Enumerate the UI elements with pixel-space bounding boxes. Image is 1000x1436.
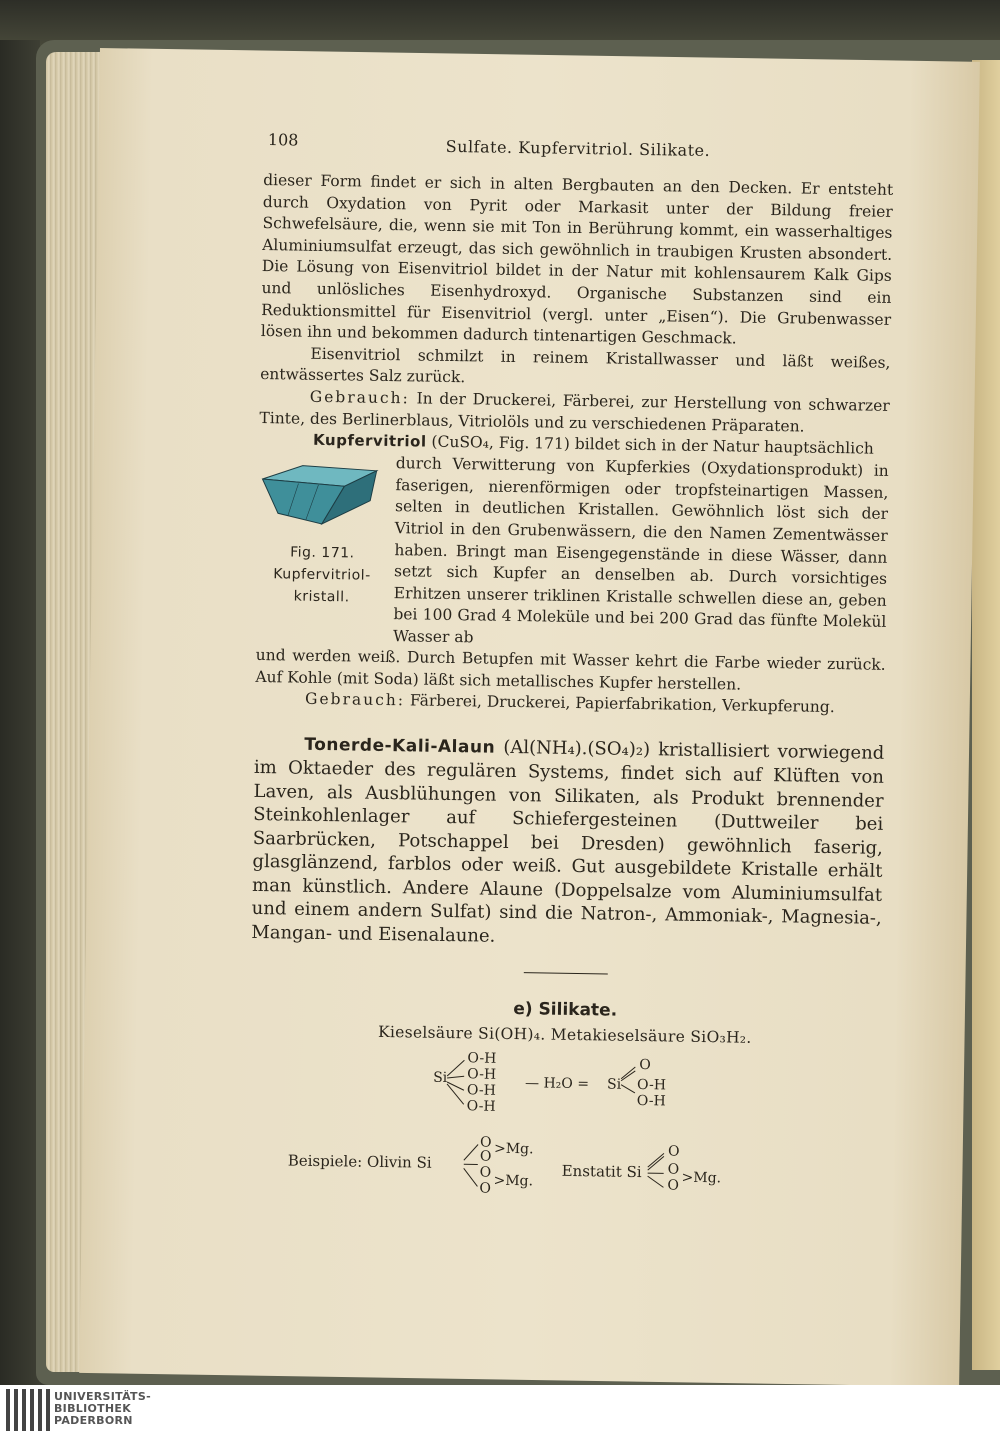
enstatit-oxygen-3: O (667, 1177, 680, 1195)
figure-caption-line-2: Kupfervitriol- (273, 566, 371, 584)
olivin-oxygen-3: O (479, 1164, 492, 1182)
silikate-formulas: Kieselsäure Si(OH)₄. Metakieselsäure SiO₃H₂. (377, 1023, 752, 1048)
hydroxyl-5: O-H (636, 1077, 667, 1094)
paragraph-kupfer-continued: und werden weiß. Durch Betupfen mit Wasser kehrt die Farbe wieder zurück. Auf Kohle (mit Soda) läßt sich metallisches Kupfer herstellen. (255, 646, 886, 694)
crystal-illustration (258, 455, 389, 537)
olivin-mg-1: >Mg. (493, 1141, 534, 1158)
logo-line-2: BIBLIOTHEK (54, 1402, 132, 1415)
oxygen-double: O (639, 1057, 651, 1074)
logo-bars-icon (6, 1389, 52, 1431)
olivin-oxygen-4: O (479, 1180, 492, 1198)
enstatit-label: Enstatit Si (561, 1162, 642, 1182)
kupfervitriol-heading-text: (CuSO₄, Fig. 171) bildet sich in der Natur hauptsächlich (426, 432, 874, 458)
figure-caption-number: Fig. 171. (290, 544, 355, 562)
hydroxyl-3: O-H (466, 1082, 496, 1100)
kupfervitriol-section (256, 429, 889, 655)
olivin-oxygen-2: O (479, 1148, 492, 1166)
alaun-section (251, 732, 884, 954)
si-atom: Si (433, 1070, 448, 1087)
olivin-oxygen-1: O (479, 1134, 492, 1152)
logo-text (54, 1391, 151, 1427)
gebrauch-text: In der Druckerei, Färberei, zur Herstellung von schwarzer Tinte, des Berlinerblaus, Vitriolöls und zu verschiedenen Präparaten. (259, 389, 890, 436)
enstatit-oxygen-2: O (667, 1161, 680, 1179)
logo-line-3: PADERBORN (54, 1414, 133, 1427)
kupfervitriol-body: durch Verwitterung von Kupferkies (Oxydationsprodukt) in faserigen, nierenförmigen oder tropfsteinartigen Massen, selten in deutlichen Kristallen. Gewöhnlich löst sich der Vitriol in den Grubenwässern, die den Namen Zementwässer haben. Bringt man Eisengegenstände in diese Wässer, dann setzt sich Kupfer an denselben ab. Durch vorsichtiges Erhitzen unserer triklinen Kristalle schwellen diese an, geben bei 100 Grad 4 Moleküle und bei 200 Grad das fünfte Molekül Wasser ab (392, 454, 889, 647)
hydroxyl-2: O-H (467, 1066, 497, 1084)
gebrauch-label: Gebrauch: (309, 387, 410, 408)
page-content (247, 130, 894, 1223)
paragraph-schmilzt: Eisenvitriol schmilzt in reinem Kristallwasser und läßt weißes, entwässertes Salz zurück. (260, 344, 891, 387)
chemical-structures (247, 1043, 880, 1223)
gebrauch-text-2: Färberei, Druckerei, Papierfabrikation, Verkupferung. (404, 691, 835, 717)
paragraph-eisenvitriol: dieser Form findet er sich in alten Bergbauten an den Decken. Er entsteht durch Oxydation von Pyrit oder Markasit unter der Bildung freier Schwefelsäure, die, wenn sie mit Ton in Berührung kommt, ein wasserhaltiges Aluminiumsulfat erzeugt, das sich gewöhnlich in traubigen Krusten absondert. Die Lösung von Eisenvitriol bildet in der Natur mit kohlensaurem Kalk Gips und unlösliches Eisenhydroxyd. Organische Substanzen sind ein Reduktionsmittel für Eisenvitriol (vergl. unter „Eisen“). Die Grubenwasser lösen ihn und bekommen dadurch tintenartigen Geschmack. (260, 170, 894, 348)
hydroxyl-1: O-H (467, 1050, 497, 1068)
hydroxyl-4: O-H (466, 1098, 496, 1116)
logo-line-1: UNIVERSITÄTS- (54, 1390, 151, 1403)
figure-171 (256, 455, 389, 622)
library-logo (6, 1389, 266, 1433)
alaun-term: Tonerde-Kali-Alaun (304, 734, 496, 758)
minus-water: — H₂O = (524, 1075, 590, 1093)
beispiele-olivin: Beispiele: Olivin Si (287, 1151, 432, 1173)
gebrauch-label-2: Gebrauch: (304, 690, 406, 710)
si-atom-2: Si (606, 1076, 622, 1094)
kupfervitriol-term: Kupfervitriol (312, 430, 427, 451)
figure-caption-line-3: kristall. (293, 588, 350, 606)
background-left (0, 40, 40, 1390)
enstatit-oxygen-1: O (667, 1143, 680, 1161)
running-head: Sulfate. Kupfervitriol. Silikate. (445, 136, 711, 161)
section-divider (524, 973, 608, 975)
figure-caption (257, 541, 388, 609)
enstatit-mg: >Mg. (681, 1170, 722, 1187)
hydroxyl-6: O-H (636, 1093, 666, 1110)
paragraph-alaun (251, 732, 884, 954)
alaun-text: (Al(NH₄).(SO₄)₂) kristallisiert vorwiegend im Oktaeder des regulären Systems, findet sich auf Klüften von Laven, als Ausblühungen von Silikaten, als Produkt brennender Steinkohlenlager auf Schiefergesteinen (Duttweiler bei Saarbrücken, Potschappel bei Dresden) gewöhnlich faserig, glasglänzend, farblos oder weiß. Gut ausgebildete Kristalle erhält man künstlich. Andere Alaune (Doppelsalze vom Aluminiumsulfat und einem andern Sulfat) sind die Natron-, Ammoniak-, Magnesia-, Mangan- und Eisenalaune. (251, 736, 885, 947)
section-title: e) Silikate. (513, 999, 618, 1022)
bond-lines (247, 1043, 880, 1223)
olivin-mg-2: >Mg. (493, 1173, 534, 1190)
page-number: 108 (267, 130, 299, 150)
